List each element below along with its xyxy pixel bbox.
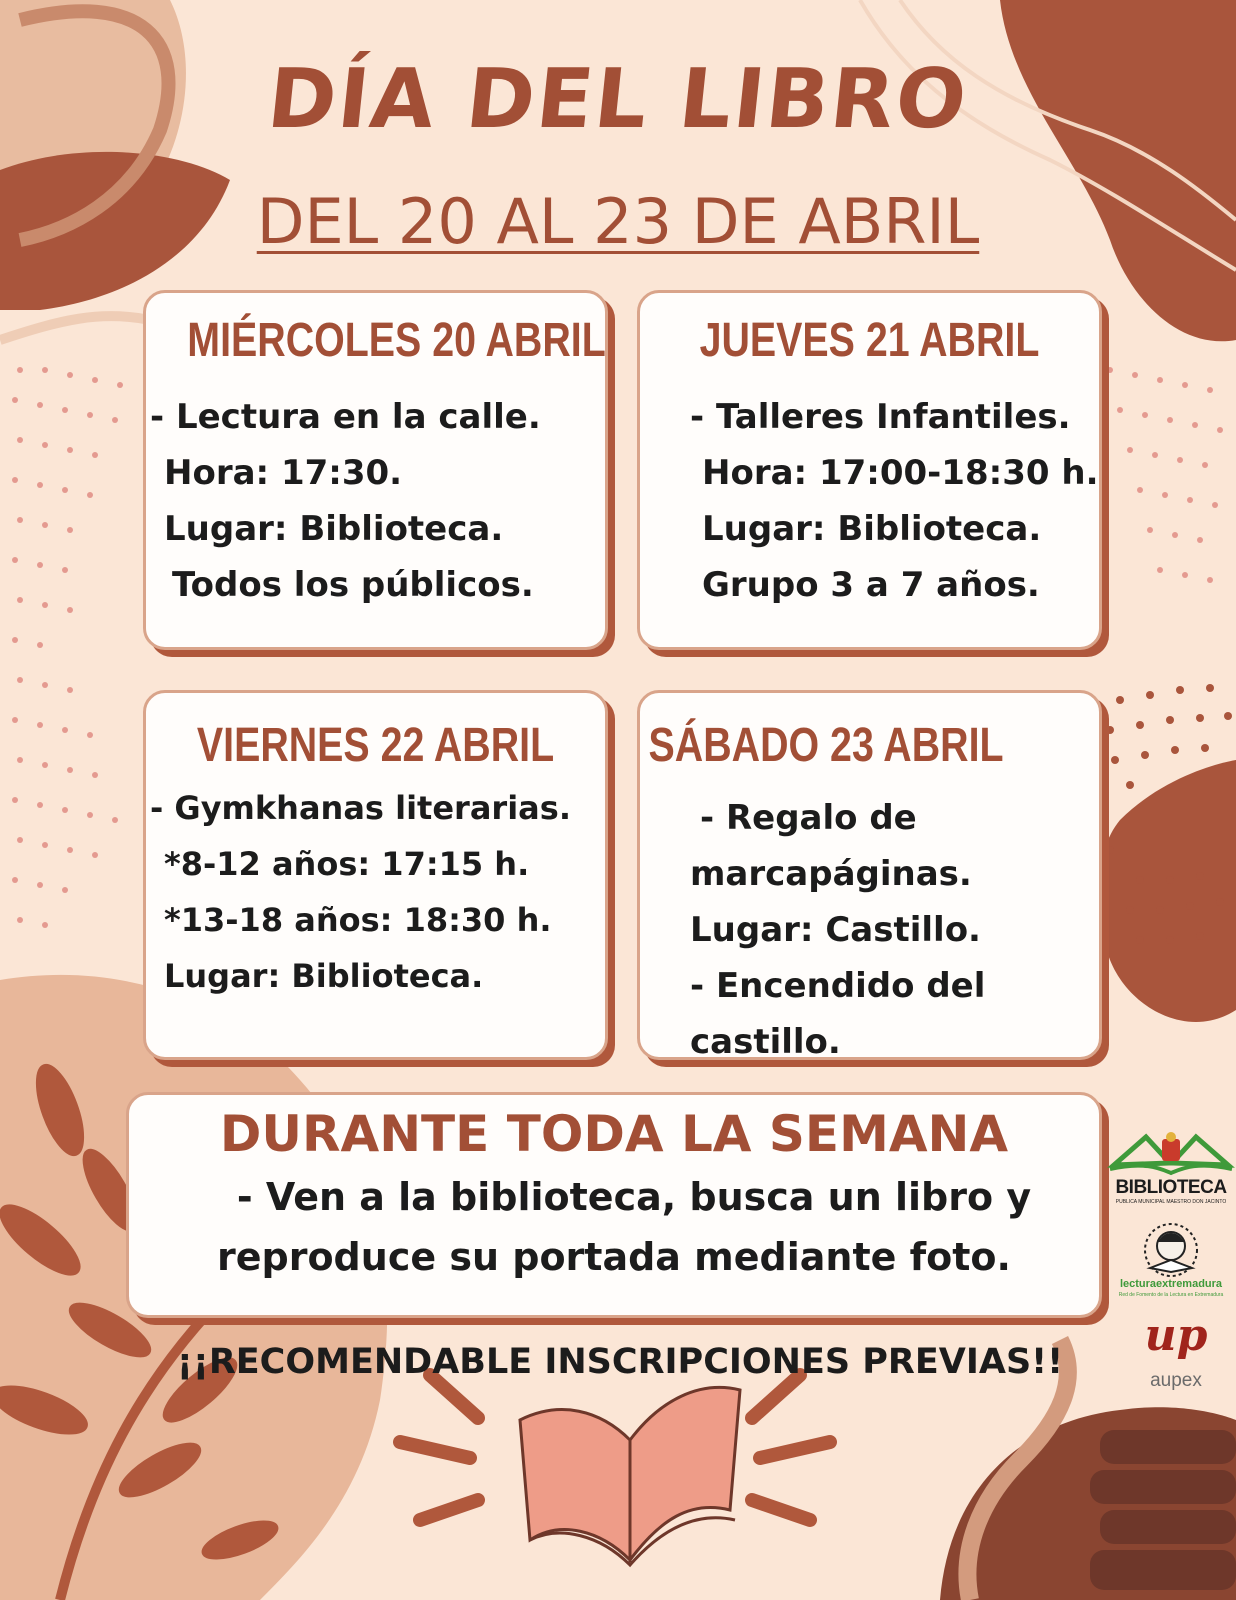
detail-line: - Encendido del <box>690 966 986 1006</box>
detail-line: - Regalo de <box>700 798 917 838</box>
lectura-logo-subtext: Red de Fomento de la Lectura en Extremadura <box>1118 1292 1224 1298</box>
week-card <box>126 1092 1102 1318</box>
detail-line: *13-18 años: 18:30 h. <box>164 901 552 939</box>
open-book-icon <box>400 1375 830 1565</box>
lectura-logo-text: lecturaextremadura <box>1119 1278 1223 1290</box>
detail-line: Lugar: Biblioteca. <box>702 509 1042 549</box>
aupex-logo-text: aupex <box>1150 1370 1202 1391</box>
detail-line: Lugar: Biblioteca. <box>164 957 484 995</box>
detail-line: Hora: 17:00-18:30 h. <box>702 453 1099 493</box>
registration-note: ¡¡RECOMENDABLE INSCRIPCIONES PREVIAS!! <box>176 1342 1064 1382</box>
day-details <box>150 789 571 1013</box>
leaf-shape <box>0 316 150 340</box>
day-details <box>150 397 541 621</box>
detail-line: - Gymkhanas literarias. <box>150 789 571 827</box>
detail-line: Hora: 17:30. <box>164 453 403 493</box>
biblioteca-logo-text: BIBLIOTECA <box>1115 1177 1227 1198</box>
detail-line: Lugar: Biblioteca. <box>164 509 504 549</box>
day-details <box>690 397 1098 621</box>
day-card-thursday <box>637 290 1102 650</box>
lectura-extremadura-logo <box>1106 1220 1236 1305</box>
aupex-logo-mark: up <box>1144 1310 1208 1361</box>
day-heading: JUEVES 21 ABRIL <box>699 314 1040 367</box>
reader-face-icon <box>1106 1220 1236 1280</box>
poster-title: DÍA DEL LIBRO <box>263 52 973 147</box>
detail-line: reproduce su portada mediante foto. <box>217 1235 1011 1279</box>
day-card-friday <box>143 690 608 1060</box>
blob-shape <box>1098 760 1236 1022</box>
detail-line: Lugar: Castillo. <box>690 910 981 950</box>
week-details <box>129 1167 1099 1287</box>
detail-line: marcapáginas. <box>690 854 972 894</box>
aupex-logo <box>1126 1310 1226 1400</box>
detail-line: castillo. <box>690 1022 841 1062</box>
biblioteca-logo <box>1106 1125 1236 1210</box>
detail-line: - Ven a la biblioteca, busca un libro y <box>236 1175 1032 1219</box>
detail-line: - Lectura en la calle. <box>150 397 541 437</box>
poster-subtitle: DEL 20 AL 23 DE ABRIL <box>256 185 980 258</box>
day-card-wednesday <box>143 290 608 650</box>
week-heading: DURANTE TODA LA SEMANA <box>219 1105 1009 1163</box>
day-heading: SÁBADO 23 ABRIL <box>648 719 1004 772</box>
day-heading: VIERNES 22 ABRIL <box>196 719 555 772</box>
open-book-logo-icon <box>1106 1125 1236 1177</box>
detail-line: Todos los públicos. <box>172 565 534 605</box>
biblioteca-logo-subtext: PÚBLICA MUNICIPAL MAESTRO DON JACINTO <box>1115 1199 1227 1205</box>
day-card-saturday <box>637 690 1102 1060</box>
day-details <box>690 798 985 1078</box>
detail-line: Grupo 3 a 7 años. <box>702 565 1040 605</box>
detail-line: *8-12 años: 17:15 h. <box>164 845 530 883</box>
day-heading: MIÉRCOLES 20 ABRIL <box>187 314 606 367</box>
detail-line: - Talleres Infantiles. <box>690 397 1071 437</box>
